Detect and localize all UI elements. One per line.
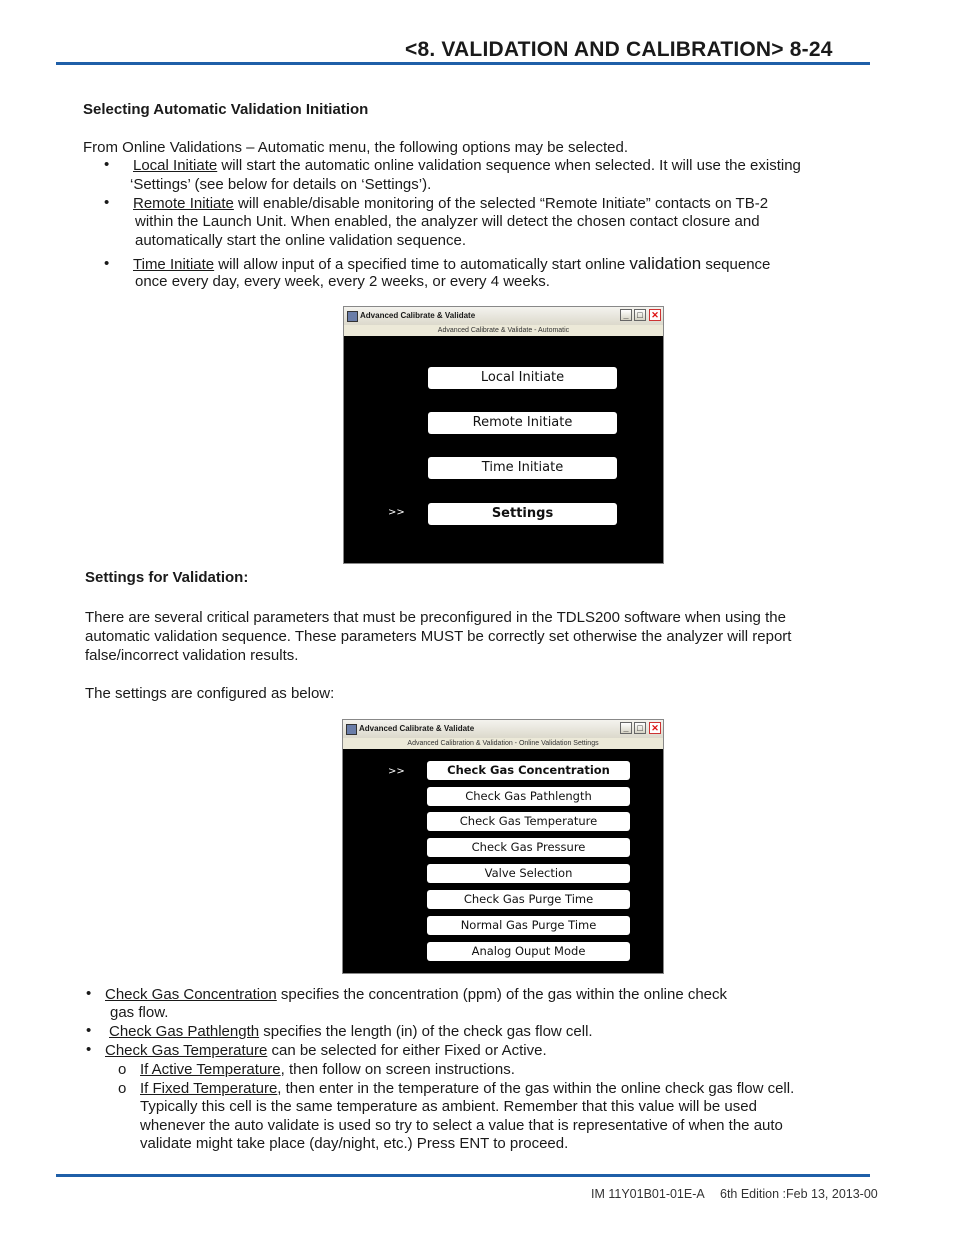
- term-local-initiate: Local Initiate: [133, 157, 218, 174]
- page-title: <8. VALIDATION AND CALIBRATION> 8-24: [405, 38, 833, 61]
- sub-bullet-active-temperature: [140, 1060, 515, 1079]
- selection-marker: >>: [388, 766, 405, 777]
- paragraph-line: automatic validation sequence. These parameters MUST be correctly set otherwise the analyzer will report: [85, 628, 792, 645]
- minimize-icon[interactable]: _: [620, 309, 632, 321]
- bullet-text: will enable/disable monitoring of the selected “Remote Initiate” contacts on TB-2: [233, 195, 769, 212]
- time-initiate-button[interactable]: Time Initiate: [428, 457, 617, 479]
- bullet-marker: •: [86, 985, 92, 1002]
- bullet-local-initiate: [133, 156, 801, 175]
- bullet-marker: •: [86, 1041, 92, 1058]
- window-subtitle: Advanced Calibration & Validation - Online Validation Settings: [343, 738, 663, 749]
- term-fixed-temperature: If Fixed Temperature: [140, 1080, 278, 1097]
- footer-doc-id: IM 11Y01B01-01E-A: [591, 1187, 705, 1201]
- close-icon[interactable]: ✕: [649, 722, 661, 734]
- footer-rule: [56, 1174, 870, 1177]
- footer-edition: 6th Edition :Feb 13, 2013-00: [720, 1187, 878, 1201]
- check-gas-pressure-button[interactable]: Check Gas Pressure: [427, 838, 630, 857]
- bullet-remote-initiate: [133, 194, 768, 213]
- term-time-initiate: Time Initiate: [133, 256, 215, 273]
- bullet-continuation: automatically start the online validation sequence.: [135, 232, 467, 249]
- bullet-check-gas-concentration: [105, 985, 727, 1004]
- sub-bullet-fixed-temperature: [140, 1079, 794, 1098]
- bullet-marker: •: [104, 156, 110, 173]
- bullet-continuation: Typically this cell is the same temperature as ambient. Remember that this value will be used: [140, 1098, 757, 1115]
- window-subtitle: Advanced Calibrate & Validate - Automatic: [344, 325, 663, 336]
- sub-bullet-marker: o: [118, 1080, 127, 1097]
- bullet-text: can be selected for either Fixed or Active.: [267, 1042, 547, 1059]
- paragraph-line: There are several critical parameters that must be preconfigured in the TDLS200 software when using the: [85, 609, 786, 626]
- close-icon[interactable]: ✕: [649, 309, 661, 321]
- bullet-text: sequence: [701, 256, 771, 273]
- intro-paragraph: From Online Validations – Automatic menu, the following options may be selected.: [83, 139, 629, 156]
- selection-marker: >>: [388, 507, 405, 518]
- minimize-icon[interactable]: _: [620, 722, 632, 734]
- bullet-text: specifies the length (in) of the check gas flow cell.: [259, 1023, 593, 1040]
- bullet-text-emphasis: validation: [629, 254, 702, 273]
- window-titlebar: [344, 307, 663, 326]
- section-heading-automatic-initiation: Selecting Automatic Validation Initiation: [83, 101, 369, 118]
- maximize-icon[interactable]: □: [634, 722, 646, 734]
- bullet-text: , then follow on screen instructions.: [280, 1061, 515, 1078]
- term-check-gas-temperature: Check Gas Temperature: [105, 1042, 268, 1059]
- bullet-continuation: once every day, every week, every 2 weeks, or every 4 weeks.: [135, 273, 550, 290]
- bullet-continuation: gas flow.: [110, 1004, 169, 1021]
- bullet-time-initiate: [133, 254, 770, 274]
- bullet-text: will allow input of a specified time to automatically start online: [214, 256, 630, 273]
- app-icon: [347, 311, 358, 322]
- bullet-continuation: ‘Settings’ (see below for details on ‘Settings’).: [130, 176, 432, 193]
- window-automatic: [343, 306, 664, 564]
- section-heading-settings: Settings for Validation:: [85, 569, 249, 586]
- app-icon: [346, 724, 357, 735]
- term-active-temperature: If Active Temperature: [140, 1061, 281, 1078]
- paragraph-line: The settings are configured as below:: [85, 685, 335, 702]
- check-gas-pathlength-button[interactable]: Check Gas Pathlength: [427, 787, 630, 806]
- term-check-gas-concentration: Check Gas Concentration: [105, 986, 277, 1003]
- normal-gas-purge-time-button[interactable]: Normal Gas Purge Time: [427, 916, 630, 935]
- term-check-gas-pathlength: Check Gas Pathlength: [109, 1023, 260, 1040]
- valve-selection-button[interactable]: Valve Selection: [427, 864, 630, 883]
- bullet-check-gas-temperature: [105, 1041, 547, 1060]
- bullet-continuation: within the Launch Unit. When enabled, the analyzer will detect the chosen contact closure and: [135, 213, 760, 230]
- remote-initiate-button[interactable]: Remote Initiate: [428, 412, 617, 434]
- check-gas-temperature-button[interactable]: Check Gas Temperature: [427, 812, 630, 831]
- sub-bullet-marker: o: [118, 1061, 127, 1078]
- term-remote-initiate: Remote Initiate: [133, 195, 234, 212]
- settings-button[interactable]: Settings: [428, 503, 617, 525]
- window-titlebar: [343, 720, 663, 739]
- window-validation-settings: [342, 719, 664, 974]
- bullet-continuation: whenever the auto validate is used so try to select a value that is representative of when the auto: [140, 1117, 783, 1134]
- bullet-text: , then enter in the temperature of the gas within the online check gas flow cell.: [277, 1080, 795, 1097]
- bullet-continuation: validate might take place (day/night, etc.) Press ENT to proceed.: [140, 1135, 569, 1152]
- maximize-icon[interactable]: □: [634, 309, 646, 321]
- check-gas-purge-time-button[interactable]: Check Gas Purge Time: [427, 890, 630, 909]
- local-initiate-button[interactable]: Local Initiate: [428, 367, 617, 389]
- bullet-marker: •: [104, 255, 110, 272]
- window-title: Advanced Calibrate & Validate: [359, 724, 475, 733]
- paragraph-line: false/incorrect validation results.: [85, 647, 299, 664]
- header-rule: [56, 62, 870, 65]
- bullet-text: will start the automatic online validation sequence when selected. It will use the existing: [217, 157, 801, 174]
- bullet-text: specifies the concentration (ppm) of the gas within the online check: [276, 986, 728, 1003]
- check-gas-concentration-button[interactable]: Check Gas Concentration: [427, 761, 630, 780]
- bullet-check-gas-pathlength: [109, 1022, 593, 1041]
- bullet-marker: •: [86, 1022, 92, 1039]
- bullet-marker: •: [104, 194, 110, 211]
- window-title: Advanced Calibrate & Validate: [360, 311, 476, 320]
- analog-output-mode-button[interactable]: Analog Ouput Mode: [427, 942, 630, 961]
